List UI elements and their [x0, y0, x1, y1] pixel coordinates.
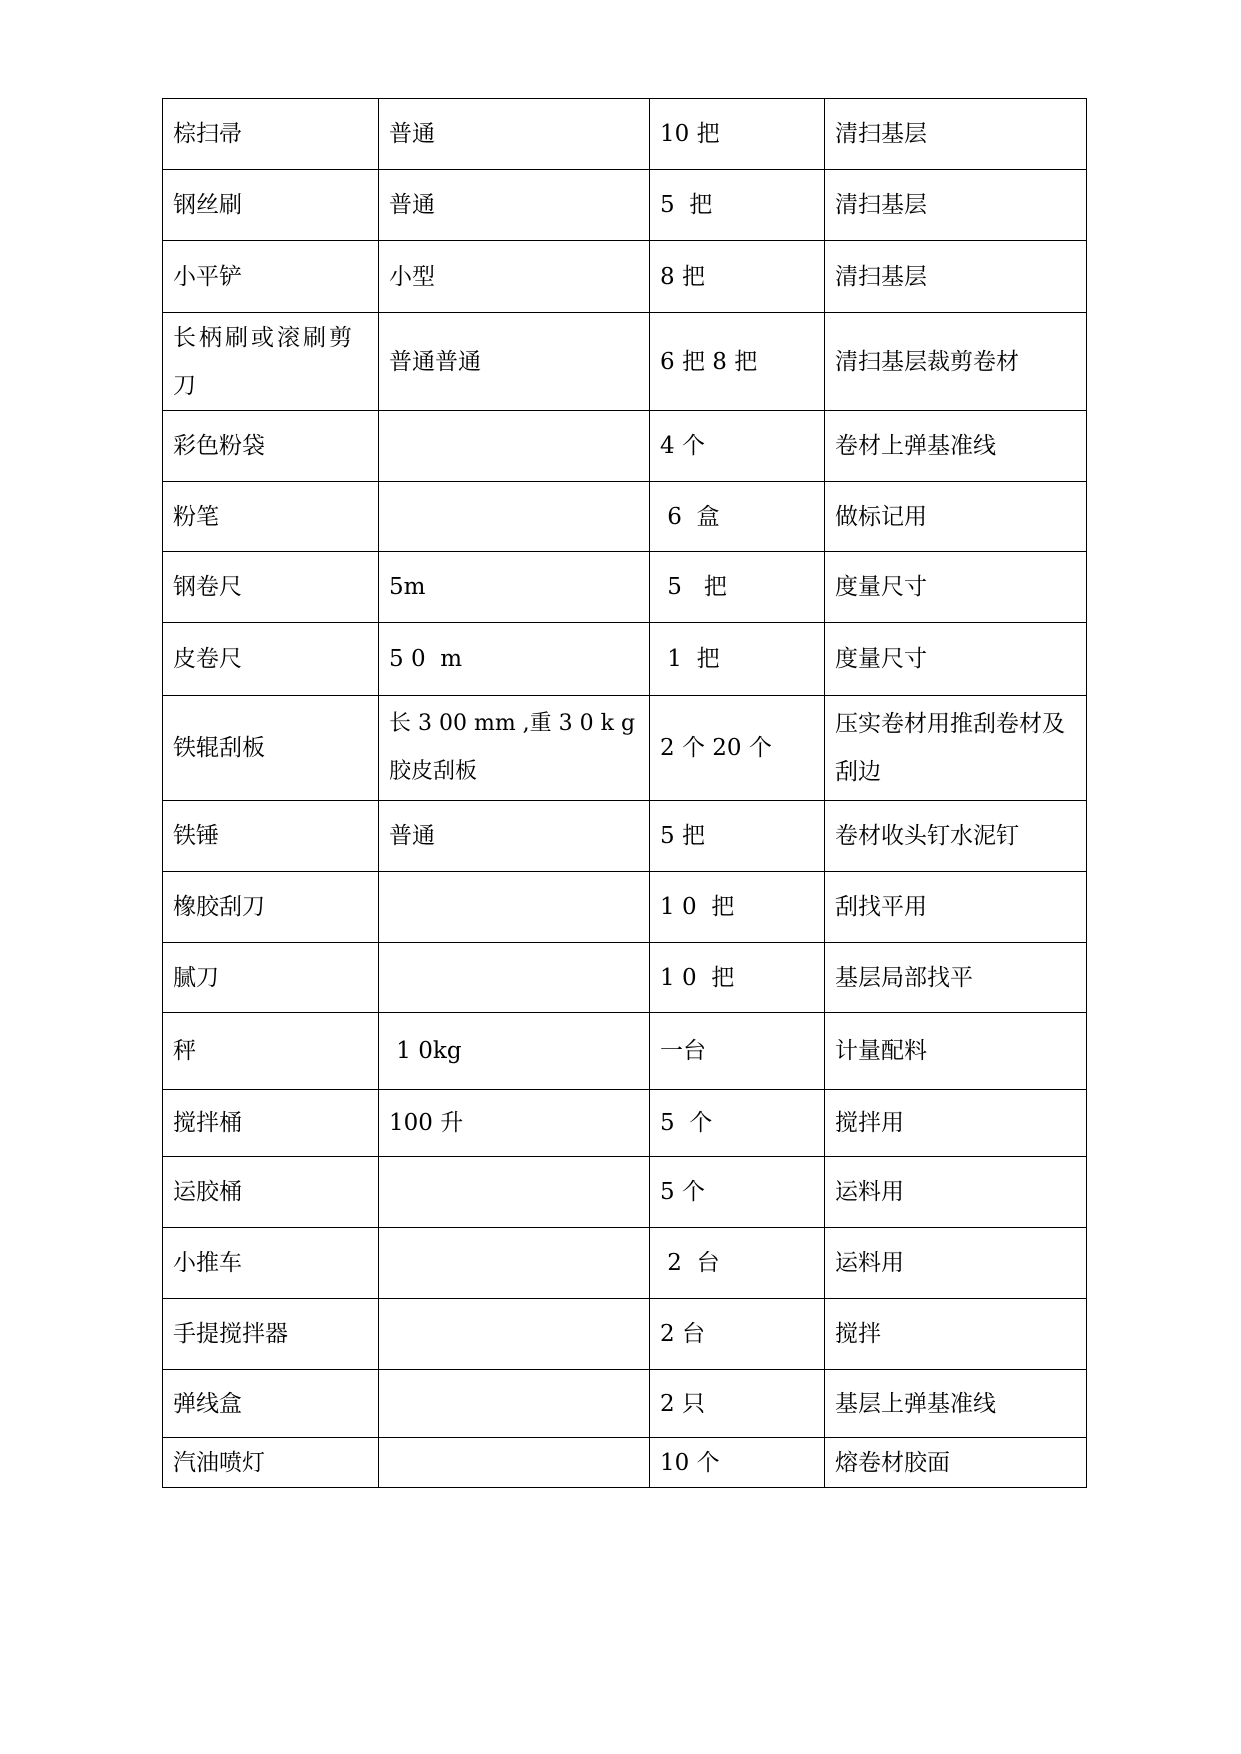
tool-name-cell: 钢丝刷	[163, 170, 379, 241]
tool-name-cell: 钢卷尺	[163, 552, 379, 623]
tool-spec-cell	[379, 1370, 650, 1438]
tool-spec-cell	[379, 482, 650, 552]
tool-qty-cell: 2 台	[650, 1299, 825, 1370]
tool-qty-cell: 一台	[650, 1013, 825, 1090]
table-row	[163, 1299, 1087, 1370]
tool-qty-cell: 8 把	[650, 241, 825, 313]
tool-qty-cell: 4 个	[650, 411, 825, 482]
tool-name-cell: 小推车	[163, 1228, 379, 1299]
tool-use-cell: 基层上弹基准线	[825, 1370, 1087, 1438]
tool-qty-cell: 1 0 把	[650, 943, 825, 1013]
tool-name-cell: 彩色粉袋	[163, 411, 379, 482]
tool-use-cell: 压实卷材用推刮卷材及刮边	[825, 696, 1087, 801]
tool-spec-cell	[379, 943, 650, 1013]
tool-qty-cell: 6 盒	[650, 482, 825, 552]
table-row	[163, 411, 1087, 482]
tool-spec-cell: 5m	[379, 552, 650, 623]
table-row	[163, 241, 1087, 313]
table-row	[163, 1090, 1087, 1157]
tool-spec-cell	[379, 1157, 650, 1228]
table-row	[163, 170, 1087, 241]
tool-qty-cell: 10 个	[650, 1438, 825, 1488]
tool-name-cell: 长柄刷或滚刷剪刀	[163, 313, 379, 411]
tools-table	[162, 98, 1087, 1488]
table-row	[163, 99, 1087, 170]
tool-use-cell: 运料用	[825, 1157, 1087, 1228]
table-row	[163, 1013, 1087, 1090]
tool-use-cell: 清扫基层	[825, 99, 1087, 170]
tool-use-cell: 计量配料	[825, 1013, 1087, 1090]
tool-qty-cell: 6 把 8 把	[650, 313, 825, 411]
tool-name-cell: 运胶桶	[163, 1157, 379, 1228]
tool-name-cell: 弹线盒	[163, 1370, 379, 1438]
tool-name-cell: 铁辊刮板	[163, 696, 379, 801]
tool-spec-cell	[379, 1299, 650, 1370]
tool-use-cell: 做标记用	[825, 482, 1087, 552]
tool-spec-cell: 100 升	[379, 1090, 650, 1157]
table-row	[163, 623, 1087, 696]
tool-use-cell: 卷材收头钉水泥钉	[825, 801, 1087, 872]
tool-use-cell: 搅拌用	[825, 1090, 1087, 1157]
tool-spec-cell	[379, 1438, 650, 1488]
table-row	[163, 1438, 1087, 1488]
tool-spec-cell: 普通普通	[379, 313, 650, 411]
tool-name-cell: 汽油喷灯	[163, 1438, 379, 1488]
tool-qty-cell: 5 把	[650, 801, 825, 872]
tool-use-cell: 搅拌	[825, 1299, 1087, 1370]
tool-name-cell: 粉笔	[163, 482, 379, 552]
table-row	[163, 801, 1087, 872]
tool-spec-cell	[379, 872, 650, 943]
tool-name-cell: 腻刀	[163, 943, 379, 1013]
table-row	[163, 1370, 1087, 1438]
tool-use-cell: 卷材上弹基准线	[825, 411, 1087, 482]
tool-name-cell: 橡胶刮刀	[163, 872, 379, 943]
tool-qty-cell: 5 个	[650, 1090, 825, 1157]
tool-use-cell: 清扫基层裁剪卷材	[825, 313, 1087, 411]
tool-use-cell: 清扫基层	[825, 170, 1087, 241]
tool-name-cell: 秤	[163, 1013, 379, 1090]
tool-name-cell: 棕扫帚	[163, 99, 379, 170]
tool-use-cell: 运料用	[825, 1228, 1087, 1299]
tool-use-cell: 度量尺寸	[825, 623, 1087, 696]
tool-spec-cell: 1 0kg	[379, 1013, 650, 1090]
tool-use-cell: 度量尺寸	[825, 552, 1087, 623]
tool-spec-cell: 长 3 00 mm ,重 3 0 k g 胶皮刮板	[379, 696, 650, 801]
table-row	[163, 872, 1087, 943]
table-row	[163, 313, 1087, 411]
tool-use-cell: 刮找平用	[825, 872, 1087, 943]
table-row	[163, 482, 1087, 552]
table-row	[163, 1228, 1087, 1299]
tool-name-cell: 铁锤	[163, 801, 379, 872]
tool-spec-cell	[379, 411, 650, 482]
tool-name-cell: 小平铲	[163, 241, 379, 313]
tool-use-cell: 基层局部找平	[825, 943, 1087, 1013]
tool-qty-cell: 5 把	[650, 552, 825, 623]
tool-use-cell: 清扫基层	[825, 241, 1087, 313]
tool-spec-cell: 普通	[379, 170, 650, 241]
tool-qty-cell: 1 把	[650, 623, 825, 696]
table-row	[163, 1157, 1087, 1228]
tool-qty-cell: 1 0 把	[650, 872, 825, 943]
tool-spec-cell	[379, 1228, 650, 1299]
tool-use-cell: 熔卷材胶面	[825, 1438, 1087, 1488]
tool-spec-cell: 普通	[379, 99, 650, 170]
tool-spec-cell: 小型	[379, 241, 650, 313]
tool-qty-cell: 5 把	[650, 170, 825, 241]
table-row	[163, 943, 1087, 1013]
tool-name-cell: 搅拌桶	[163, 1090, 379, 1157]
tool-qty-cell: 10 把	[650, 99, 825, 170]
tool-spec-cell: 普通	[379, 801, 650, 872]
tool-qty-cell: 2 个 20 个	[650, 696, 825, 801]
tool-name-cell: 手提搅拌器	[163, 1299, 379, 1370]
tool-qty-cell: 2 台	[650, 1228, 825, 1299]
table-row	[163, 552, 1087, 623]
tool-qty-cell: 2 只	[650, 1370, 825, 1438]
tool-qty-cell: 5 个	[650, 1157, 825, 1228]
tool-spec-cell: 5 0 m	[379, 623, 650, 696]
tool-name-cell: 皮卷尺	[163, 623, 379, 696]
table-row	[163, 696, 1087, 801]
